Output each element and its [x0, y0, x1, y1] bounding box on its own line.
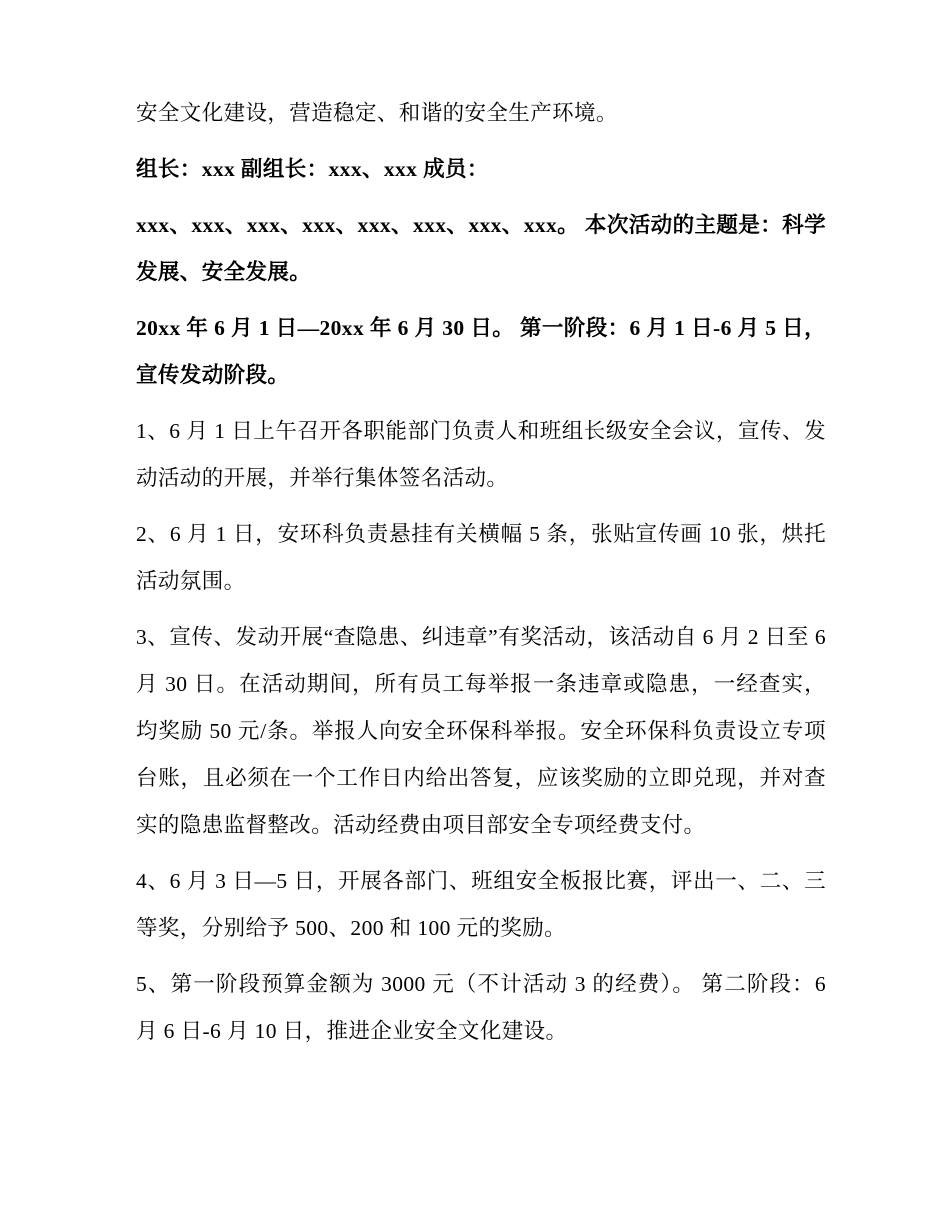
paragraph: 1、6 月 1 日上午召开各职能部门负责人和班组长级安全会议，宣传、发动活动的开展，并举行集体签名活动。 [136, 419, 826, 490]
paragraph: 3、宣传、发动开展“查隐患、纠违章”有奖活动，该活动自 6 月 2 日至 6 月 30 日。在活动期间，所有员工每举报一条违章或隐患，一经查实，均奖励 50 元/条。举报人向安全环保科举报。安全环保科负责设立专项台账，且必须在一个工作日内给出答复，应该奖励的立即兑现，并对查实的隐患监督整改。活动经费由项目部安全专项经费支付。 [136, 625, 826, 837]
document-body [136, 90, 826, 1055]
paragraph: 20xx 年 6 月 1 日—20xx 年 6 月 30 日。 第一阶段：6 月 1 日-6 月 5 日，宣传发动阶段。 [136, 316, 826, 387]
paragraph: 5、第一阶段预算金额为 3000 元（不计活动 3 的经费）。 第二阶段：6 月 6 日-6 月 10 日，推进企业安全文化建设。 [136, 972, 826, 1043]
paragraph: 安全文化建设，营造稳定、和谐的安全生产环境。 [136, 101, 618, 125]
paragraph: 2、6 月 1 日，安环科负责悬挂有关横幅 5 条，张贴宣传画 10 张，烘托活动氛围。 [136, 522, 826, 593]
paragraph: xxx、xxx、xxx、xxx、xxx、xxx、xxx、xxx。 本次活动的主题是：科学发展、安全发展。 [136, 213, 826, 284]
paragraph: 4、6 月 3 日—5 日，开展各部门、班组安全板报比赛，评出一、二、三等奖，分别给予 500、200 和 100 元的奖励。 [136, 869, 826, 940]
paragraph: 组长：xxx 副组长：xxx、xxx 成员： [136, 157, 489, 181]
